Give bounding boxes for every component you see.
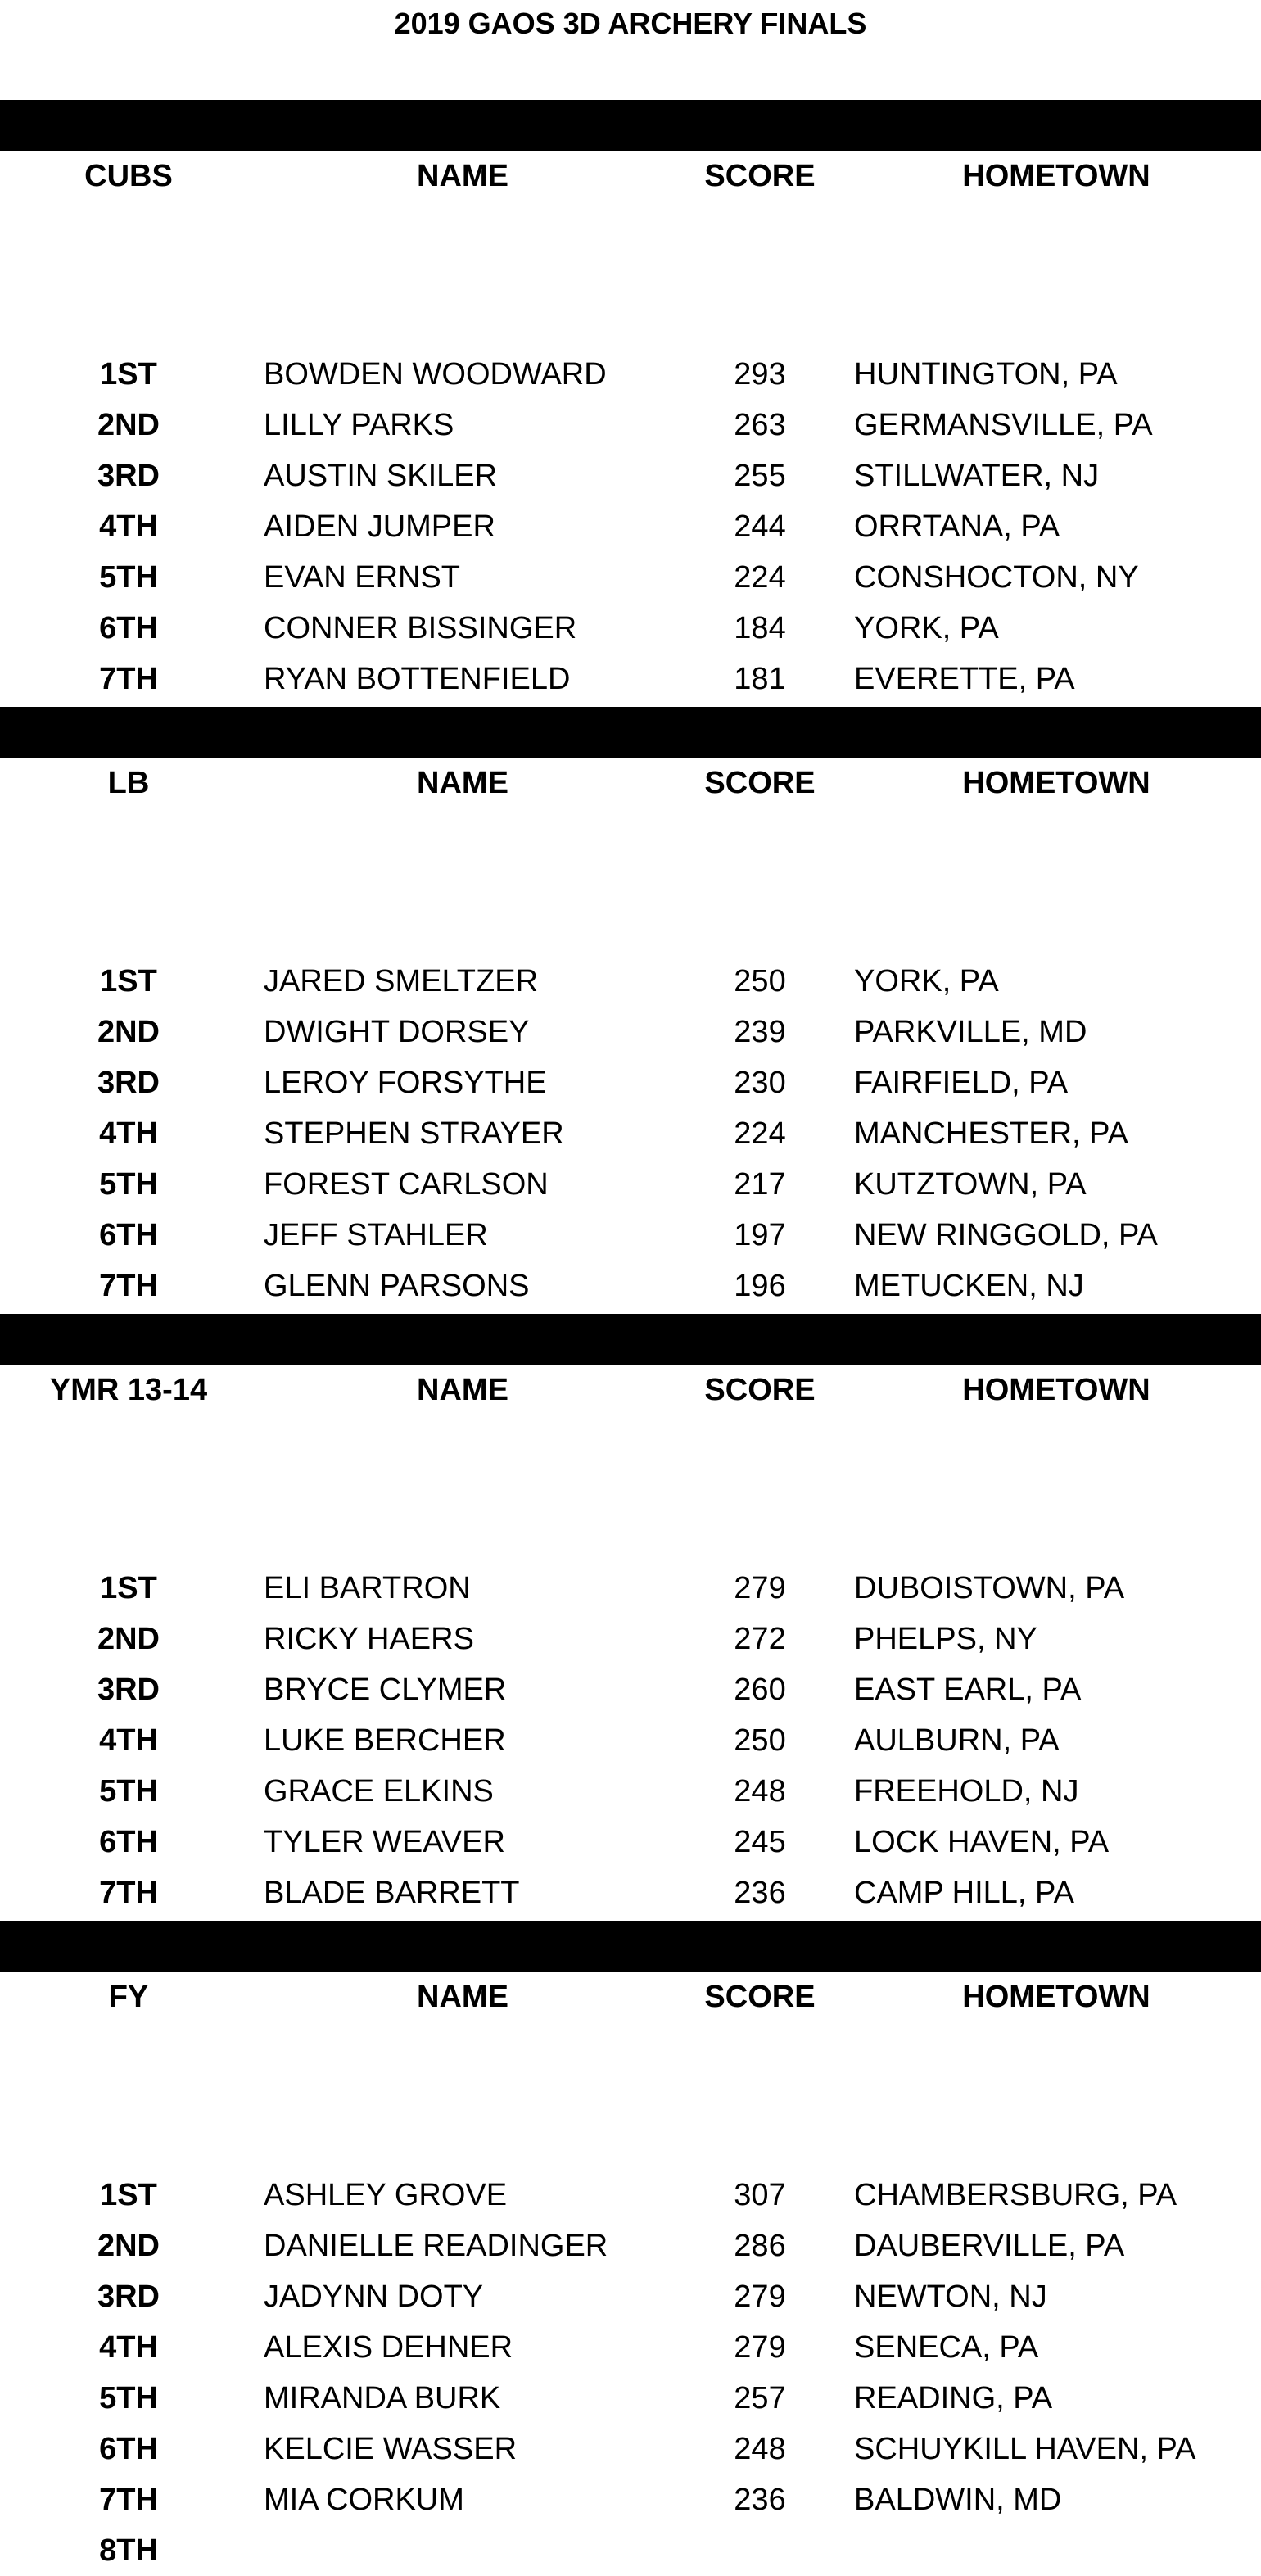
hometown-column-header: HOMETOWN <box>962 1373 1150 1407</box>
result-row <box>0 552 1261 603</box>
result-row <box>0 2373 1261 2424</box>
hometown-cell: EVERETTE, PA <box>854 662 1075 696</box>
place-cell: 6TH <box>99 1825 158 1859</box>
archer-name-cell: BRYCE CLYMER <box>264 1673 507 1707</box>
score-cell: 293 <box>734 357 786 392</box>
hometown-cell: SCHUYKILL HAVEN, PA <box>854 2432 1196 2466</box>
result-row <box>0 1766 1261 1817</box>
score-cell: 239 <box>734 1015 786 1049</box>
archer-name-cell: JADYNN DOTY <box>264 2279 484 2314</box>
score-cell: 248 <box>734 2432 786 2466</box>
hometown-cell: FAIRFIELD, PA <box>854 1066 1069 1100</box>
score-cell: 255 <box>734 459 786 493</box>
hometown-cell: KUTZTOWN, PA <box>854 1167 1087 1202</box>
division-label: CUBS <box>84 159 173 193</box>
archer-name-cell: LEROY FORSYTHE <box>264 1066 547 1100</box>
archer-name-cell: AUSTIN SKILER <box>264 459 498 493</box>
archer-name-cell: STEPHEN STRAYER <box>264 1116 564 1151</box>
archer-name-cell: AIDEN JUMPER <box>264 509 495 544</box>
result-row <box>0 2271 1261 2322</box>
score-cell: 279 <box>734 2330 786 2365</box>
archer-name-cell: RICKY HAERS <box>264 1622 474 1656</box>
hometown-cell: LOCK HAVEN, PA <box>854 1825 1110 1859</box>
hometown-cell <box>854 2525 1255 2576</box>
archer-name-cell: GLENN PARSONS <box>264 1269 530 1303</box>
score-cell: 236 <box>734 1876 786 1910</box>
place-cell: 2ND <box>97 1015 160 1049</box>
hometown-cell: DUBOISTOWN, PA <box>854 1571 1125 1605</box>
place-cell: 3RD <box>97 459 160 493</box>
name-column-header: NAME <box>417 766 508 800</box>
archer-name-cell: DANIELLE READINGER <box>264 2229 608 2263</box>
place-cell: 2ND <box>97 408 160 442</box>
place-cell: 2ND <box>97 1622 160 1656</box>
archer-name-cell: RYAN BOTTENFIELD <box>264 662 571 696</box>
page-title: 2019 GAOS 3D ARCHERY FINALS <box>394 7 867 40</box>
place-cell: 4TH <box>99 1116 158 1151</box>
archer-name-cell: FOREST CARLSON <box>264 1167 549 1202</box>
score-cell: 250 <box>734 1723 786 1758</box>
score-cell: 244 <box>734 509 786 544</box>
result-row <box>0 400 1261 450</box>
name-column-header: NAME <box>417 1373 508 1407</box>
score-column-header: SCORE <box>704 766 816 800</box>
hometown-cell: NEW RINGGOLD, PA <box>854 1218 1158 1252</box>
result-row <box>0 2322 1261 2373</box>
score-cell: 224 <box>734 1116 786 1151</box>
archer-name-cell: ASHLEY GROVE <box>264 2178 508 2212</box>
archer-name-cell: ALEXIS DEHNER <box>264 2330 513 2365</box>
result-row <box>0 1715 1261 1766</box>
hometown-cell: STILLWATER, NJ <box>854 459 1100 493</box>
score-cell: 286 <box>734 2229 786 2263</box>
score-cell: 197 <box>734 1218 786 1252</box>
result-row <box>0 603 1261 654</box>
result-row <box>0 1108 1261 1159</box>
result-row <box>0 349 1261 400</box>
hometown-cell: GERMANSVILLE, PA <box>854 408 1153 442</box>
section-divider-bar <box>0 707 1261 758</box>
place-cell: 3RD <box>97 1066 160 1100</box>
archer-name-cell: EVAN ERNST <box>264 560 461 595</box>
archer-name-cell: JEFF STAHLER <box>264 1218 488 1252</box>
place-cell: 6TH <box>99 1218 158 1252</box>
archer-name-cell: GRACE ELKINS <box>264 1774 494 1809</box>
place-cell: 1ST <box>100 1571 157 1605</box>
archer-name-cell: ELI BARTRON <box>264 1571 471 1605</box>
hometown-cell: EAST EARL, PA <box>854 1673 1082 1707</box>
result-row <box>0 1261 1261 1311</box>
archer-name-cell: TYLER WEAVER <box>264 1825 505 1859</box>
archer-name-cell: LILLY PARKS <box>264 408 454 442</box>
result-row <box>0 1867 1261 1918</box>
score-cell: 184 <box>734 611 786 645</box>
place-cell: 3RD <box>97 2279 160 2314</box>
score-cell: 272 <box>734 1622 786 1656</box>
place-cell: 8TH <box>99 2533 158 2568</box>
hometown-cell: CAMP HILL, PA <box>854 1876 1074 1910</box>
place-cell: 7TH <box>99 2483 158 2517</box>
score-cell: 236 <box>734 2483 786 2517</box>
hometown-cell: YORK, PA <box>854 964 999 998</box>
place-cell: 5TH <box>99 560 158 595</box>
place-cell: 1ST <box>100 964 157 998</box>
column-header-row <box>0 1972 1261 2022</box>
hometown-cell: AULBURN, PA <box>854 1723 1060 1758</box>
division-section-ymr-13-14 <box>0 1314 1261 1969</box>
hometown-cell: NEWTON, NJ <box>854 2279 1047 2314</box>
result-row <box>0 1210 1261 1261</box>
archer-name-cell: MIA CORKUM <box>264 2483 464 2517</box>
result-row <box>0 956 1261 1007</box>
score-cell: 245 <box>734 1825 786 1859</box>
hometown-column-header: HOMETOWN <box>962 766 1150 800</box>
place-cell: 4TH <box>99 1723 158 1758</box>
hometown-cell: FREEHOLD, NJ <box>854 1774 1079 1809</box>
result-row <box>0 2474 1261 2525</box>
hometown-column-header: HOMETOWN <box>962 159 1150 193</box>
score-cell: 217 <box>734 1167 786 1202</box>
archer-name-cell <box>264 2525 673 2576</box>
result-row <box>0 1007 1261 1057</box>
place-cell: 2ND <box>97 2229 160 2263</box>
archer-name-cell: JARED SMELTZER <box>264 964 539 998</box>
result-row <box>0 2424 1261 2474</box>
archer-name-cell: BLADE BARRETT <box>264 1876 520 1910</box>
archer-name-cell: KELCIE WASSER <box>264 2432 518 2466</box>
name-column-header: NAME <box>417 159 508 193</box>
archer-name-cell: LUKE BERCHER <box>264 1723 506 1758</box>
archer-name-cell: BOWDEN WOODWARD <box>264 357 607 392</box>
score-cell: 279 <box>734 1571 786 1605</box>
column-header-row <box>0 1365 1261 1415</box>
hometown-cell: ORRTANA, PA <box>854 509 1060 544</box>
hometown-cell: CHAMBERSBURG, PA <box>854 2178 1177 2212</box>
hometown-cell: BALDWIN, MD <box>854 2483 1062 2517</box>
hometown-column-header: HOMETOWN <box>962 1980 1150 2014</box>
section-divider-bar <box>0 1314 1261 1365</box>
score-cell: 224 <box>734 560 786 595</box>
division-label: LB <box>107 766 150 800</box>
result-row <box>0 2221 1261 2271</box>
hometown-cell: MANCHESTER, PA <box>854 1116 1129 1151</box>
hometown-cell: SENECA, PA <box>854 2330 1039 2365</box>
place-cell: 5TH <box>99 1167 158 1202</box>
hometown-cell: READING, PA <box>854 2381 1053 2415</box>
result-row <box>0 450 1261 501</box>
result-row <box>0 1057 1261 1108</box>
place-cell: 5TH <box>99 2381 158 2415</box>
result-row <box>0 1563 1261 1614</box>
hometown-cell: PARKVILLE, MD <box>854 1015 1087 1049</box>
hometown-cell: DAUBERVILLE, PA <box>854 2229 1125 2263</box>
hometown-cell: PHELPS, NY <box>854 1622 1037 1656</box>
result-row <box>0 654 1261 704</box>
place-cell: 3RD <box>97 1673 160 1707</box>
result-row <box>0 2525 1261 2576</box>
name-column-header: NAME <box>417 1980 508 2014</box>
score-cell: 257 <box>734 2381 786 2415</box>
score-cell: 260 <box>734 1673 786 1707</box>
score-column-header: SCORE <box>704 1980 816 2014</box>
place-cell: 1ST <box>100 2178 157 2212</box>
score-cell: 279 <box>734 2279 786 2314</box>
score-cell: 250 <box>734 964 786 998</box>
archer-name-cell: CONNER BISSINGER <box>264 611 577 645</box>
result-row <box>0 1664 1261 1715</box>
score-cell: 181 <box>734 662 786 696</box>
place-cell: 4TH <box>99 2330 158 2365</box>
place-cell: 6TH <box>99 611 158 645</box>
score-cell <box>678 2525 842 2576</box>
score-cell: 307 <box>734 2178 786 2212</box>
place-cell: 6TH <box>99 2432 158 2466</box>
result-row <box>0 1159 1261 1210</box>
result-row <box>0 1817 1261 1867</box>
division-label: FY <box>108 1980 149 2014</box>
place-cell: 4TH <box>99 509 158 544</box>
division-section-fy <box>0 1921 1261 2576</box>
column-header-row <box>0 758 1261 808</box>
result-row <box>0 501 1261 552</box>
section-divider-bar <box>0 100 1261 151</box>
score-column-header: SCORE <box>704 159 816 193</box>
division-section-lb <box>0 707 1261 1362</box>
division-label: YMR 13-14 <box>49 1373 208 1407</box>
division-section-cubs <box>0 100 1261 755</box>
score-cell: 230 <box>734 1066 786 1100</box>
place-cell: 7TH <box>99 662 158 696</box>
place-cell: 7TH <box>99 1269 158 1303</box>
result-row <box>0 1614 1261 1664</box>
hometown-cell: METUCKEN, NJ <box>854 1269 1084 1303</box>
score-cell: 196 <box>734 1269 786 1303</box>
place-cell: 5TH <box>99 1774 158 1809</box>
score-cell: 248 <box>734 1774 786 1809</box>
place-cell: 1ST <box>100 357 157 392</box>
section-divider-bar <box>0 1921 1261 1972</box>
score-column-header: SCORE <box>704 1373 816 1407</box>
result-row <box>0 2170 1261 2221</box>
place-cell: 7TH <box>99 1876 158 1910</box>
archer-name-cell: DWIGHT DORSEY <box>264 1015 530 1049</box>
column-header-row <box>0 151 1261 201</box>
archer-name-cell: MIRANDA BURK <box>264 2381 501 2415</box>
score-cell: 263 <box>734 408 786 442</box>
hometown-cell: HUNTINGTON, PA <box>854 357 1118 392</box>
hometown-cell: CONSHOCTON, NY <box>854 560 1139 595</box>
hometown-cell: YORK, PA <box>854 611 999 645</box>
